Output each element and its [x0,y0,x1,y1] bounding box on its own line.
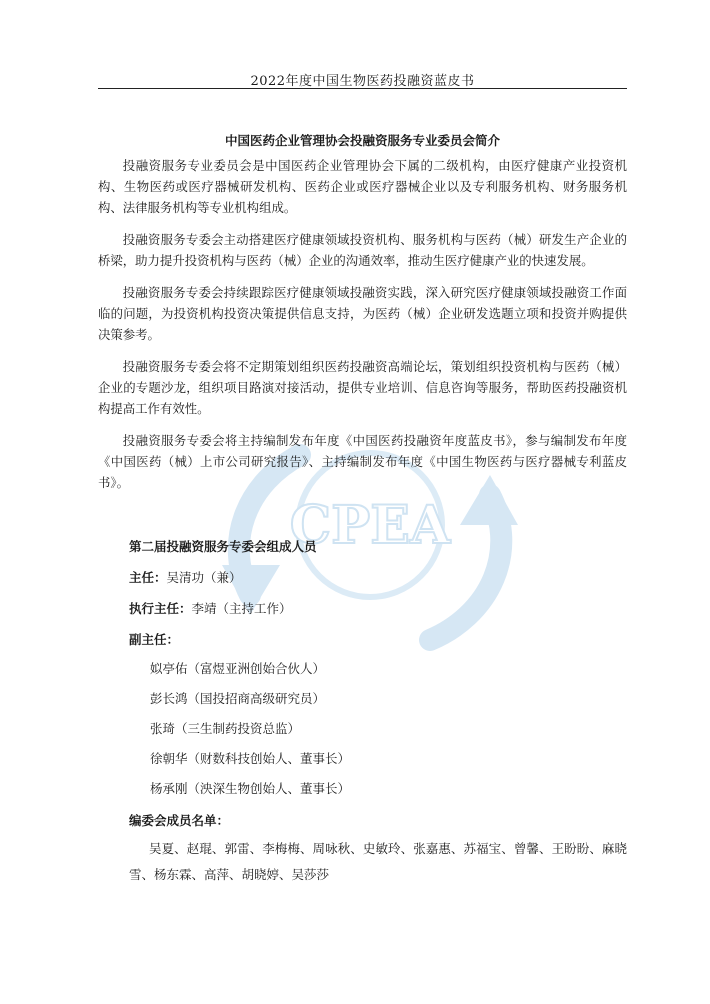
intro-paragraph-2: 投融资服务专委会主动搭建医疗健康领域投资机构、服务机构与医药（械）研发生产企业的桥梁，助力提升投资机构与医药（械）企业的沟通效率，推动生医疗健康产业的快速发展。 [98,232,627,268]
intro-paragraph-4: 投融资服务专委会将不定期策划组织医药投融资高端论坛，策划组织投资机构与医药（械）企业的专题沙龙，组织项目路演对接活动，提供专业培训、信息咨询等服务，帮助医药投融资机构提高工作有效性。 [98,359,627,416]
header-divider [98,88,627,89]
director-value: 吴清功（兼） [166,570,242,585]
director-line [129,568,242,586]
intro-paragraph-1: 投融资服务专业委员会是中国医药企业管理协会下属的二级机构，由医疗健康产业投资机构、生物医药或医疗器械研发机构、医药企业或医疗器械企业以及专利服务机构、财务服务机构、法律服务机构等专业机构组成。 [98,158,627,215]
committee-title: 第二届投融资服务专委会组成人员 [129,539,317,554]
intro-body [98,155,627,504]
exec-director-label: 执行主任： [129,601,192,616]
deputy-member-1: 姒亭佑（富煜亚洲创始合伙人） [150,661,326,676]
deputy-label: 副主任： [129,632,180,647]
running-header: 2022年度中国生物医药投融资蓝皮书 [250,74,475,89]
deputy-member-2: 彭长鸿（国投招商高级研究员） [150,691,326,706]
intro-title: 中国医药企业管理协会投融资服务专业委员会简介 [224,133,500,148]
deputy-member-3: 张琦（三生制药投资总监） [150,721,301,736]
exec-director-value: 李靖（主持工作） [191,601,292,616]
deputy-heading [129,630,179,648]
editorial-board-members: 吴夏、赵琨、郭雷、李梅梅、周咏秋、史敏玲、张嘉惠、苏福宝、曾馨、王盼盼、麻晓雪、杨东霖、高萍、胡晓婷、吴莎莎 [129,841,627,882]
watermark-text: CPEA [289,495,451,556]
director-label: 主任： [129,570,167,585]
exec-director-line [129,599,292,617]
editorial-board-title: 编委会成员名单： [129,813,230,828]
deputy-member-4: 徐朝华（财数科技创始人、董事长） [150,751,351,766]
deputy-member-5: 杨承刚（泱深生物创始人、董事长） [150,781,351,796]
intro-paragraph-3: 投融资服务专委会持续跟踪医疗健康领域投融资实践，深入研究医疗健康领域投融资工作面临的问题，为投资机构投资决策提供信息支持，为医药（械）企业研发选题立项和投资并购提供决策参考。 [98,285,627,342]
intro-paragraph-5: 投融资服务专委会将主持编制发布年度《中国医药投融资年度蓝皮书》，参与编制发布年度《中国医药（械）上市公司研究报告》、主持编制发布年度《中国生物医药与医疗器械专利蓝皮书》。 [98,433,627,490]
